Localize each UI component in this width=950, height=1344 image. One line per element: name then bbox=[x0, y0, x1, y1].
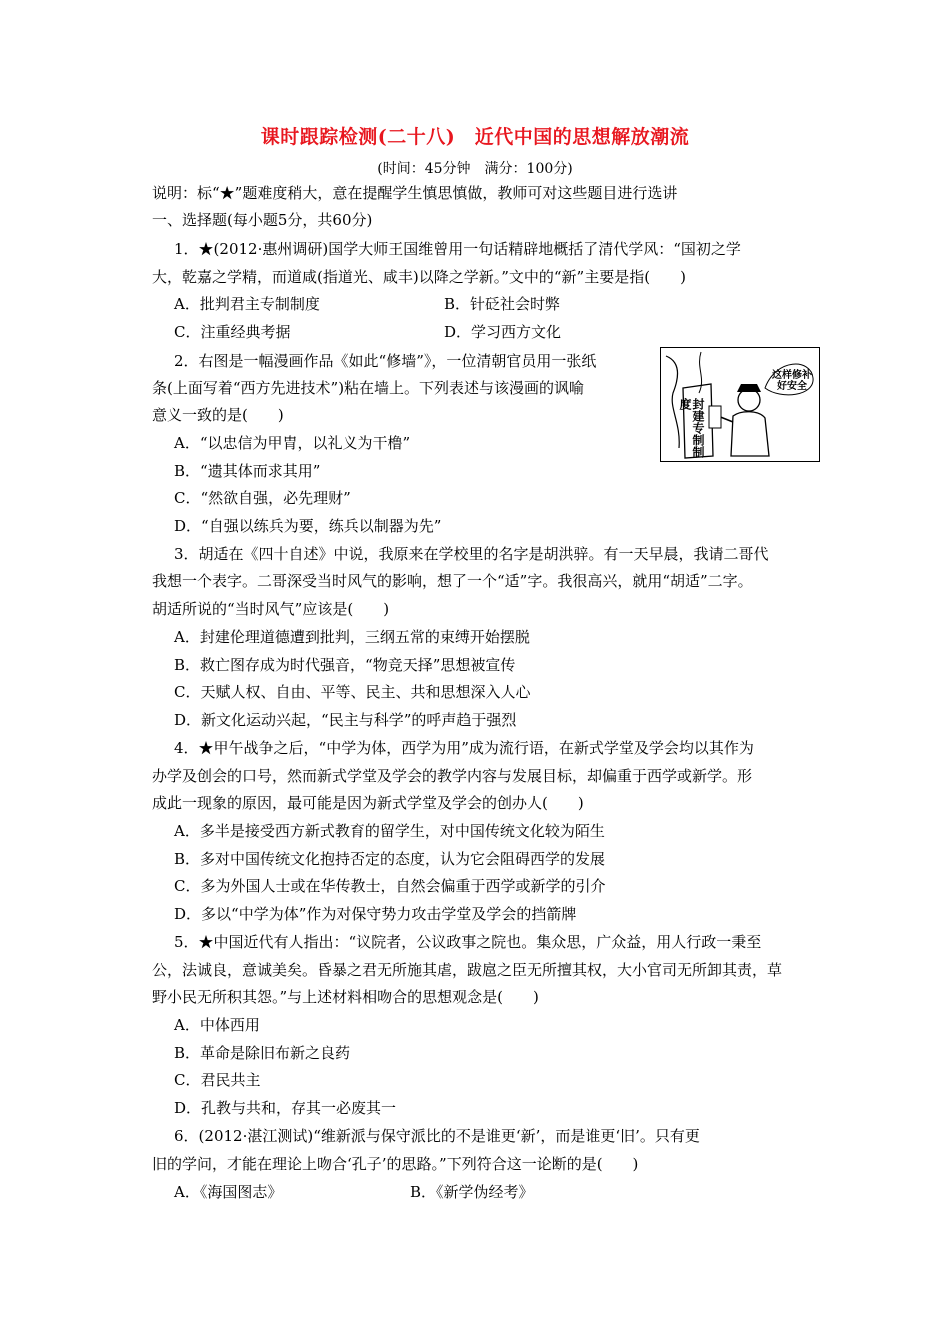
wall-label: 封建专制制度 bbox=[678, 398, 705, 458]
question-3-option-b: B．救亡图存成为时代强音，“物竞天择”思想被宣传 bbox=[174, 656, 516, 674]
question-3-line-3: 胡适所说的“当时风气”应该是( ) bbox=[152, 600, 390, 618]
question-5-option-a: A．中体西用 bbox=[174, 1016, 260, 1034]
section-heading: 一、选择题(每小题5分，共60分) bbox=[152, 211, 373, 229]
question-4-option-d: D．多以“中学为体”作为对保守势力攻击学堂及学会的挡箭牌 bbox=[174, 905, 577, 923]
question-5-option-b: B．革命是除旧布新之良药 bbox=[174, 1044, 351, 1062]
cartoon-figure bbox=[660, 347, 820, 462]
question-6-option-a: A．《海国图志》 bbox=[174, 1183, 283, 1201]
question-2-option-b: B．“遗其体而求其用” bbox=[174, 462, 321, 480]
question-4-line-1: 4．★甲午战争之后，“中学为体，西学为用”成为流行语，在新式学堂及学会均以其作为 bbox=[174, 739, 754, 757]
question-2-option-c: C．“然欲自强，必先理财” bbox=[174, 489, 351, 507]
question-3-option-d: D．新文化运动兴起，“民主与科学”的呼声趋于强烈 bbox=[174, 711, 517, 729]
question-5-line-2: 公，法诚良，意诚美矣。昏暴之君无所施其虐，跋扈之臣无所擅其权，大小官司无所卸其责，草 bbox=[152, 961, 783, 979]
page-subtitle: (时间：45分钟 满分：100分) bbox=[377, 161, 573, 177]
question-1-option-c: C．注重经典考据 bbox=[174, 323, 291, 341]
question-5-line-1: 5．★中国近代有人指出：“议院者，公议政事之院也。集众思，广众益，用人行政一秉至 bbox=[174, 933, 762, 951]
question-1-option-a: A．批判君主专制制度 bbox=[174, 295, 320, 313]
question-6-option-b: B．《新学伪经考》 bbox=[410, 1183, 534, 1201]
question-3-option-a: A．封建伦理道德遭到批判，三纲五常的束缚开始摆脱 bbox=[174, 628, 530, 646]
question-1-option-d: D．学习西方文化 bbox=[444, 323, 562, 341]
speech-bubble-text: 这样修补好安全 bbox=[772, 370, 812, 392]
question-3-option-c: C．天赋人权、自由、平等、民主、共和思想深入人心 bbox=[174, 683, 531, 701]
instruction-note: 说明：标“★”题难度稍大，意在提醒学生慎思慎做，教师可对这些题目进行选讲 bbox=[152, 184, 678, 202]
question-4-line-3: 成此一现象的原因，最可能是因为新式学堂及学会的创办人( ) bbox=[152, 794, 584, 812]
question-5-line-3: 野小民无所积其怨。”与上述材料相吻合的思想观念是( ) bbox=[152, 988, 539, 1006]
question-4-option-b: B．多对中国传统文化抱持否定的态度，认为它会阻碍西学的发展 bbox=[174, 850, 606, 868]
question-4-option-a: A．多半是接受西方新式教育的留学生，对中国传统文化较为陌生 bbox=[174, 822, 605, 840]
question-1-line-2: 大，乾嘉之学精，而道咸(指道光、咸丰)以降之学新。”文中的“新”主要是指( ) bbox=[152, 268, 686, 286]
question-2-line-2: 条(上面写着“西方先进技术”)粘在墙上。下列表述与该漫画的讽喻 bbox=[152, 379, 585, 397]
question-5-option-d: D．孔教与共和，存其一必废其一 bbox=[174, 1099, 397, 1117]
question-2-line-1: 2．右图是一幅漫画作品《如此“修墙”》，一位清朝官员用一张纸 bbox=[174, 352, 597, 370]
question-3-line-1: 3．胡适在《四十自述》中说，我原来在学校里的名字是胡洪骍。有一天早晨，我请二哥代 bbox=[174, 545, 769, 563]
question-2-option-a: A．“以忠信为甲胄，以礼义为干橹” bbox=[174, 434, 411, 452]
question-1-option-b: B．针砭社会时弊 bbox=[444, 295, 561, 313]
question-5-option-c: C．君民共主 bbox=[174, 1071, 261, 1089]
question-2-option-d: D．“自强以练兵为要，练兵以制器为先” bbox=[174, 517, 442, 535]
question-1-line-1: 1．★(2012·惠州调研)国学大师王国维曾用一句话精辟地概括了清代学风：“国初之学 bbox=[174, 240, 741, 258]
question-6-line-2: 旧的学问，才能在理论上吻合‘孔子’的思路。”下列符合这一论断的是( ) bbox=[152, 1155, 639, 1173]
page-title: 课时跟踪检测(二十八) 近代中国的思想解放潮流 bbox=[260, 126, 690, 148]
question-2-line-3: 意义一致的是( ) bbox=[152, 406, 284, 424]
question-4-line-2: 办学及创会的口号，然而新式学堂及学会的教学内容与发展目标，却偏重于西学或新学。形 bbox=[152, 767, 753, 785]
question-4-option-c: C．多为外国人士或在华传教士，自然会偏重于西学或新学的引介 bbox=[174, 877, 606, 895]
question-3-line-2: 我想一个表字。二哥深受当时风气的影响，想了一个“适”字。我很高兴，就用“胡适”二字。 bbox=[152, 572, 753, 590]
question-6-line-1: 6．(2012·湛江测试)“维新派与保守派比的不是谁更‘新’，而是谁更‘旧’。只有更 bbox=[174, 1127, 700, 1145]
